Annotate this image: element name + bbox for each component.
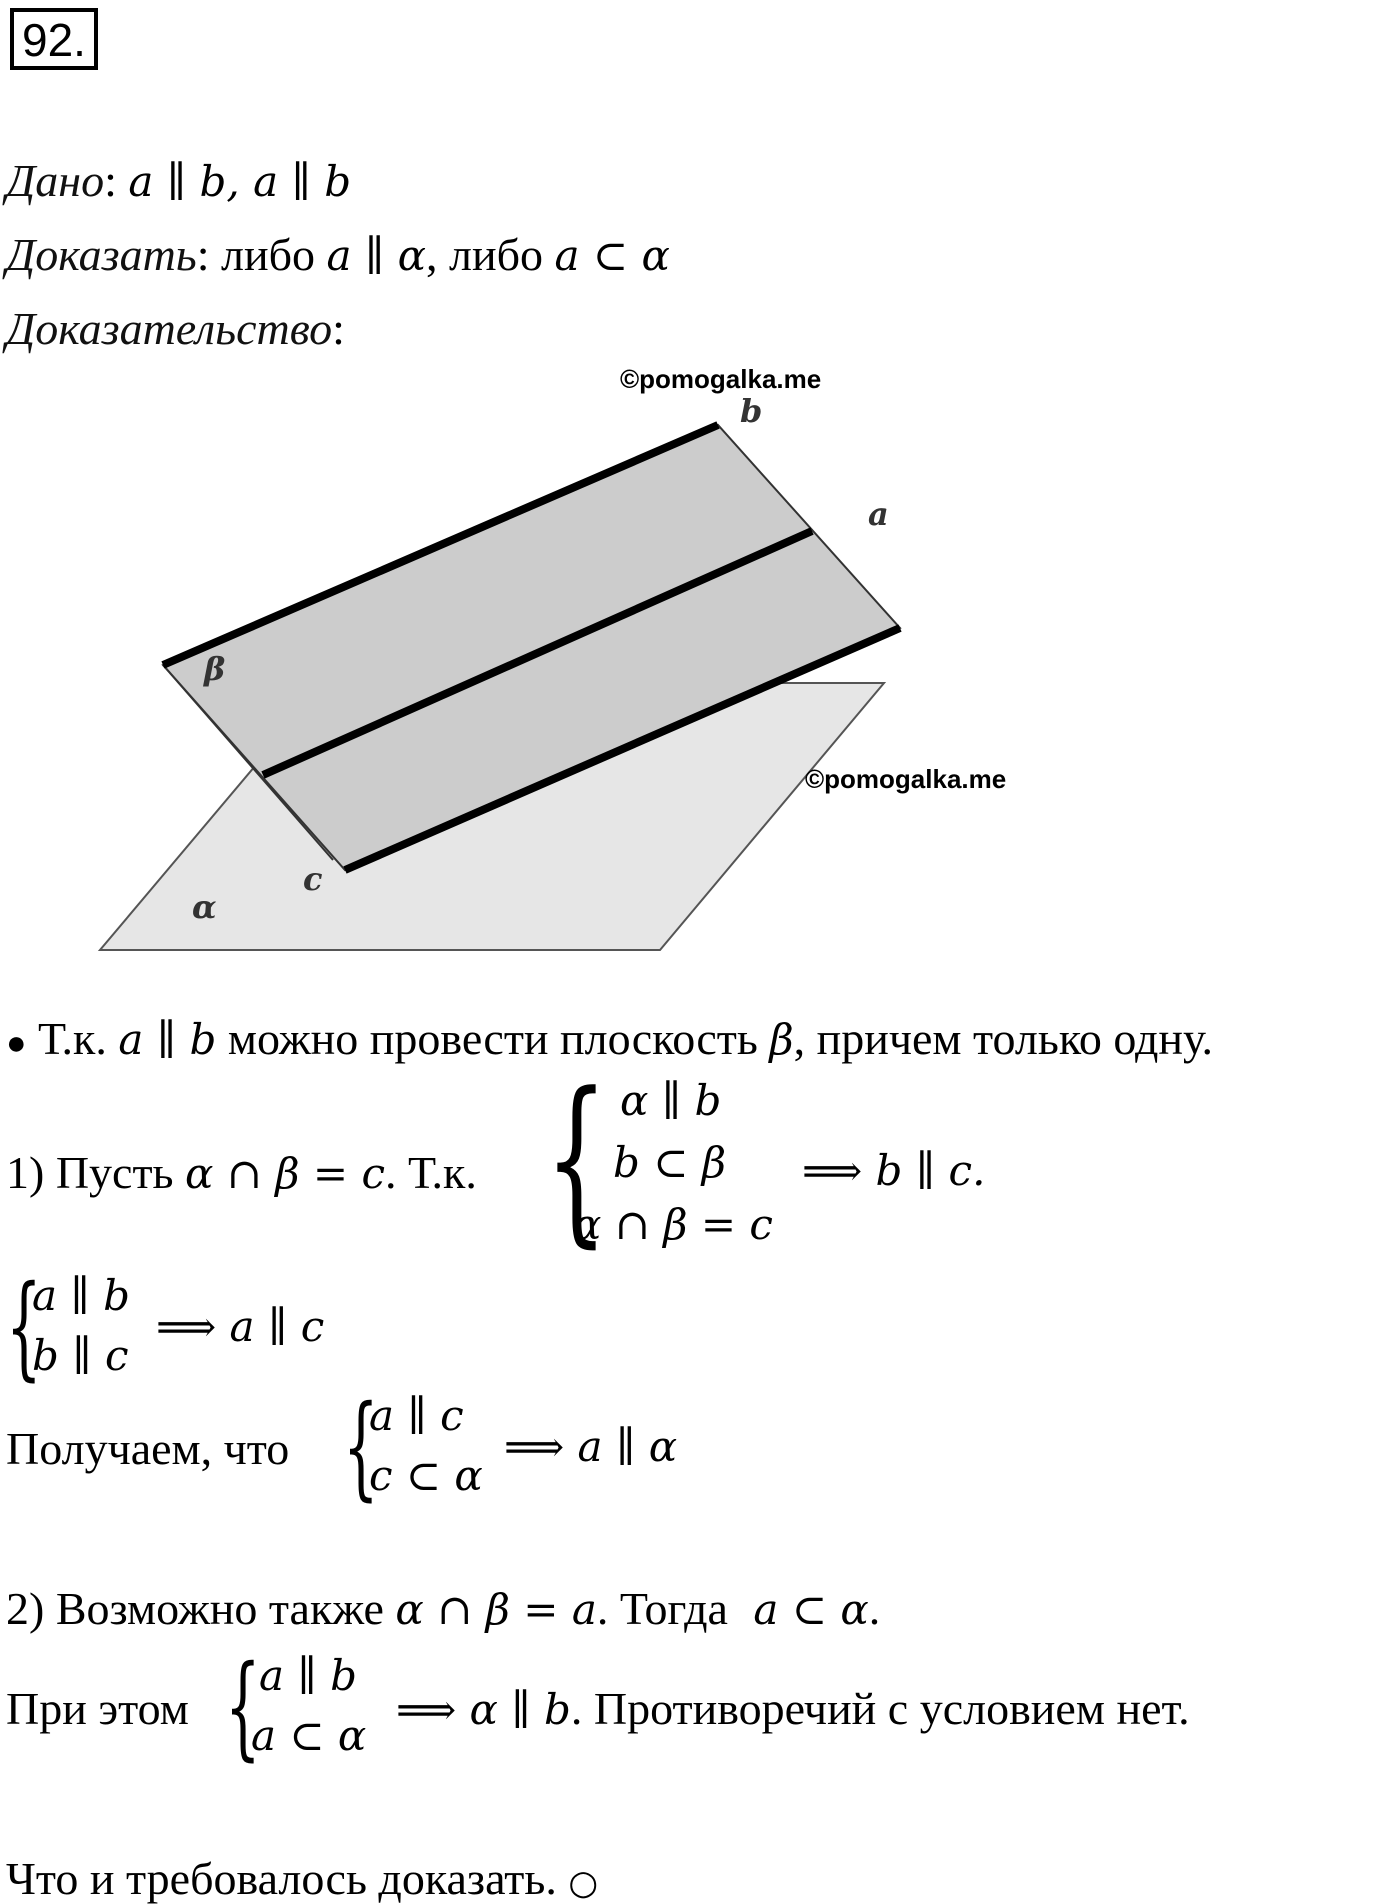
step2-result: ⟹ a ∥ c (156, 1302, 325, 1351)
given-expr: a ∥ b, a ∥ b (128, 157, 352, 206)
given-line: Дано: a ∥ b, a ∥ b (6, 155, 352, 206)
step3-system-row: a ∥ c (369, 1391, 464, 1440)
step3-system (343, 1382, 483, 1515)
step4-system-row: a ∥ b (259, 1651, 358, 1700)
prove-expr-2: a ⊂ α (554, 231, 670, 280)
bullet-marker: ● (6, 1025, 27, 1062)
watermark-top: ©pomogalka.me (620, 364, 822, 394)
label-b: b (740, 392, 763, 430)
step4-system (225, 1642, 367, 1775)
case1-system (545, 1055, 845, 1264)
bullet-text-2: можно провести плоскость (227, 1013, 758, 1064)
label-c: c (303, 860, 323, 898)
problem-number: 92. (10, 8, 98, 70)
prove-expr-1: a ∥ α (326, 231, 427, 280)
step4-prefix: При этом (6, 1683, 189, 1734)
prove-label: Доказать (6, 229, 197, 280)
bullet-expr-1: a ∥ b (118, 1015, 217, 1064)
bullet-line (6, 1013, 1213, 1064)
proof-label: Доказательство (6, 303, 333, 354)
label-a: a (868, 495, 889, 533)
step3-prefix: Получаем, что (6, 1423, 290, 1474)
conclusion-symbol: ○ (568, 1863, 599, 1903)
case1-system-row: α ∥ b (620, 1076, 722, 1125)
case1-system-row: α ∩ β = c (573, 1200, 773, 1249)
case1-prefix: 1) Пусть (6, 1147, 174, 1198)
case2-expr-2: a ⊂ α (753, 1585, 869, 1634)
conclusion-line (6, 1853, 599, 1904)
case2-expr-1: α ∩ β = a (395, 1585, 597, 1634)
case1-text-tk: . Т.к. (385, 1147, 477, 1198)
bullet-text-1: Т.к. (38, 1013, 107, 1064)
geometry-figure (0, 360, 1100, 970)
proof-line: Доказательство: (6, 303, 345, 354)
case2-prefix: 2) Возможно также (6, 1583, 384, 1634)
prove-line: Доказать: либо a ∥ α, либо a ⊂ α (6, 229, 670, 280)
case1-brace: { (545, 1055, 608, 1264)
step2-system-row: b ∥ c (32, 1331, 129, 1380)
case1-expr: α ∩ β = c (185, 1149, 385, 1198)
prove-text-2: , либо (426, 229, 544, 280)
case2-suffix: . (868, 1583, 881, 1634)
case1-result: ⟹ b ∥ c. (802, 1146, 986, 1195)
step2-system-row: a ∥ b (32, 1271, 131, 1320)
step2-system (6, 1262, 136, 1395)
case1-line (6, 1147, 477, 1198)
step4-system-row: a ⊂ α (251, 1711, 367, 1760)
label-alpha: α (192, 888, 217, 926)
step2-brace: { (6, 1262, 42, 1392)
case2-line (6, 1583, 881, 1634)
given-label: Дано (6, 155, 105, 206)
case1-system-row: b ⊂ β (613, 1138, 727, 1187)
step3-result: ⟹ a ∥ α (504, 1422, 678, 1471)
step3-brace: { (343, 1382, 379, 1512)
label-beta: β (204, 650, 226, 688)
step3-system-row: c ⊂ α (369, 1451, 483, 1500)
conclusion-text: Что и требовалось доказать. (6, 1853, 557, 1904)
watermark-right: ©pomogalka.me (805, 764, 1007, 794)
step4-line (396, 1683, 1190, 1734)
step4-suffix: . Противоречий с условием нет. (570, 1683, 1190, 1734)
case2-text-mid: . Тогда (596, 1583, 728, 1634)
prove-text-1: либо (221, 229, 316, 280)
step4-result: ⟹ α ∥ b (396, 1685, 571, 1734)
step4-brace: { (225, 1642, 261, 1772)
bullet-text-3: , причем только одну. (793, 1013, 1213, 1064)
bullet-expr-2: β (769, 1015, 794, 1064)
